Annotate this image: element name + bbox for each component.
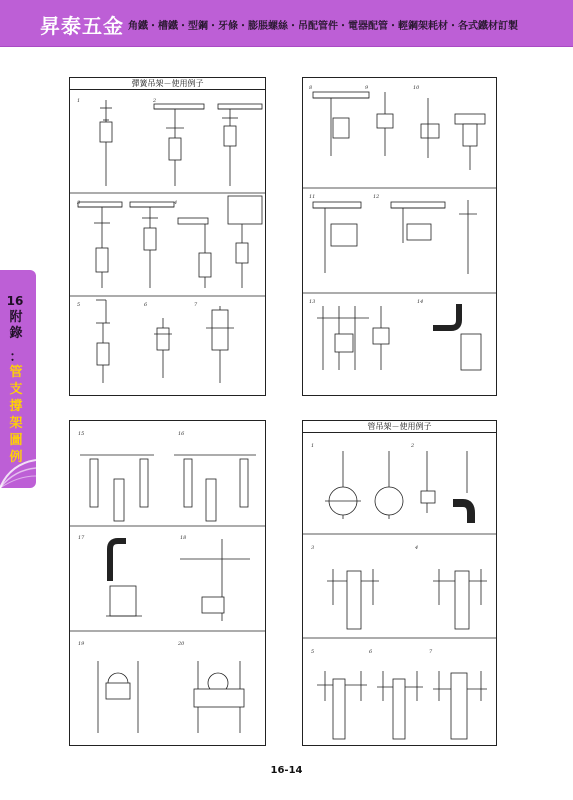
side-tab-decoration: [0, 454, 36, 488]
fig-label: 14: [417, 299, 424, 305]
spring-hanger-label: 彈簧吊架－使用例子: [70, 78, 265, 90]
fig-label: 18: [180, 535, 187, 541]
fig-label: 6: [144, 302, 148, 308]
pipe-support-drawings-bottom-left: [70, 421, 265, 745]
fig-label: 4: [174, 200, 178, 206]
pipe-support-panel-top-right: [302, 77, 497, 396]
pipe-hanger-label: 管吊架－使用例子: [303, 421, 496, 433]
fig-label: 6: [369, 649, 373, 655]
pipe-support-panel-bottom-left: [69, 420, 266, 746]
fig-label: 2: [411, 443, 415, 449]
fig-label: 5: [311, 649, 315, 655]
fig-label: 11: [309, 194, 316, 200]
fig-label: 7: [194, 302, 198, 308]
fig-label: 17: [78, 535, 85, 541]
fig-label: 12: [373, 194, 380, 200]
fig-label: 1: [77, 98, 81, 104]
chapter-category: 附錄: [9, 310, 23, 341]
fig-label: 5: [77, 302, 81, 308]
product-tagline: 角鐵・槽鐵・型鋼・牙條・膨脹螺絲・吊配管件・電器配管・輕鋼架耗材・各式鐵材訂製: [128, 21, 518, 32]
page-header: [0, 0, 573, 47]
pipe-support-drawings-top-right: [303, 78, 496, 395]
fig-label: 3: [311, 545, 315, 551]
spring-hanger-drawings: [70, 78, 265, 395]
brand-name: 昇泰五金: [40, 14, 124, 38]
fig-label: 20: [178, 641, 185, 647]
chapter-number: 16: [6, 294, 24, 308]
fig-label: 10: [413, 85, 420, 91]
fig-label: 15: [78, 431, 85, 437]
fig-label: 16: [178, 431, 185, 437]
fig-label: 1: [311, 443, 315, 449]
chapter-colon: ：: [9, 350, 23, 365]
fig-label: 2: [153, 98, 157, 104]
pipe-hanger-panel: [302, 420, 497, 746]
chapter-title: 管支撐架圖例: [9, 365, 23, 465]
fig-label: 3: [77, 200, 81, 206]
fig-label: 19: [78, 641, 85, 647]
chapter-side-tab[interactable]: [0, 270, 36, 488]
fig-label: 9: [365, 85, 369, 91]
fig-label: 4: [415, 545, 419, 551]
fig-label: 7: [429, 649, 433, 655]
page-number: 16-14: [270, 765, 303, 776]
fig-label: 8: [309, 85, 313, 91]
spring-hanger-panel: [69, 77, 266, 396]
fig-label: 13: [309, 299, 316, 305]
pipe-hanger-drawings: [303, 421, 496, 745]
